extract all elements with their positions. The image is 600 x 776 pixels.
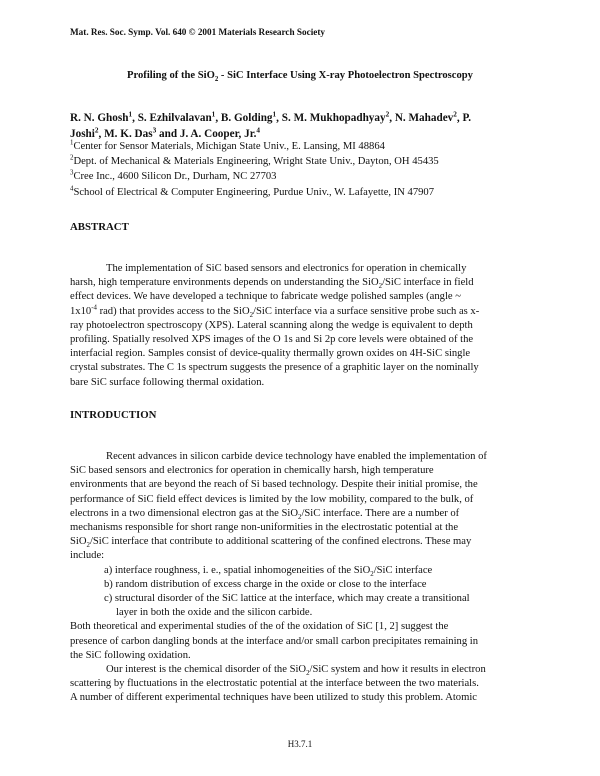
author-name: , S. M. Mukhopadhyay — [276, 112, 386, 124]
list-item-continuation: layer in both the oxide and the silicon carbide. — [116, 607, 313, 619]
abstract-heading: ABSTRACT — [70, 221, 129, 233]
author-affiliation-mark: 1 — [128, 110, 133, 119]
affiliation — [70, 169, 540, 184]
list-item: c) structural disorder of the SiC lattice at the interface, which may create a transitional — [104, 593, 470, 605]
title-prefix: Profiling of the SiO — [127, 70, 215, 81]
text-line — [70, 276, 538, 290]
text-line — [70, 507, 538, 521]
author-affiliation-mark: 2 — [453, 110, 457, 119]
abstract-body — [70, 262, 538, 390]
affiliation-mark: 2 — [70, 154, 74, 162]
title-subscript: 2 — [214, 76, 219, 84]
journal-citation: Mat. Res. Soc. Symp. Vol. 640 © 2001 Materials Research Society — [70, 27, 325, 37]
text-line: The implementation of SiC based sensors and electronics for operation in chemically — [106, 263, 467, 274]
text-line: Both theoretical and experimental studies of the of the oxidation of SiC [1, 2] suggest the — [70, 621, 449, 633]
affiliation — [70, 185, 540, 200]
text-line: profiling. Spatially resolved XPS images of the O 1s and Si 2p core levels were obtained of the — [70, 334, 474, 346]
introduction-body — [70, 450, 538, 706]
text-line: Recent advances in silicon carbide device technology have enabled the implementation of — [106, 451, 487, 462]
text-line — [70, 305, 538, 319]
text-line — [70, 535, 538, 549]
author-name: , P. — [456, 112, 472, 124]
text-line: ray photoelectron spectroscopy (XPS). Lateral scanning along the wedge is equivalent to depth — [70, 319, 473, 331]
text-line: bare SiC surface following thermal oxidation. — [70, 376, 265, 388]
author-name: , M. K. Das — [98, 128, 153, 140]
affiliation-text: School of Electrical & Computer Engineering, Purdue Univ., W. Lafayette, IN 47907 — [73, 186, 435, 198]
mechanism-list — [70, 564, 538, 621]
affiliation-text: Center for Sensor Materials, Michigan State Univ., E. Lansing, MI 48864 — [73, 141, 385, 152]
title-suffix: - SiC Interface Using X-ray Photoelectron Spectroscopy — [218, 70, 473, 81]
author-affiliation-mark: 2 — [385, 110, 390, 119]
text-line: crystal substrates. The C 1s spectrum suggests the presence of a graphitic layer on the nominally — [70, 362, 479, 374]
text-span: Our interest is the chemical disorder of the SiO — [106, 664, 307, 676]
text-span: harsh, high temperature environments depends on understanding the SiO — [70, 277, 379, 289]
subscript: 2 — [378, 283, 383, 291]
text-span: /SiC interface. There are a number of — [301, 507, 460, 519]
subscript: 2 — [249, 311, 254, 319]
affiliation-text: Dept. of Mechanical & Materials Engineering, Wright State Univ., Dayton, OH 45435 — [73, 156, 439, 168]
text-line: the SiC following oxidation. — [70, 649, 191, 661]
text-line — [70, 663, 538, 677]
author-name: Joshi — [70, 128, 95, 140]
text-span: /SiC interface that contribute to additional scattering of the confined electrons. These may — [89, 536, 472, 548]
page-number: H3.7.1 — [287, 739, 313, 749]
author-name: , S. Ezhilvalavan — [132, 112, 212, 124]
affiliation-mark: 4 — [70, 185, 74, 193]
text-line: environments that are beyond the reach of Si based technology. Despite their initial promise, the — [70, 479, 478, 491]
text-line: presence of carbon dangling bonds at the interface and/or small carbon precipitates remaining in — [70, 635, 478, 647]
subscript: 2 — [86, 542, 90, 550]
text-line: SiC based sensors and electronics for operation in chemically harsh, high temperature — [70, 465, 434, 477]
author-line-1 — [70, 110, 540, 126]
text-span: /SiC interface in field — [382, 277, 474, 289]
list-item: b) random distribution of excess charge in the oxide or close to the interface — [104, 578, 427, 590]
author-affiliation-mark: 1 — [211, 110, 216, 119]
author-name: R. N. Ghosh — [70, 112, 129, 124]
subscript: 2 — [306, 670, 310, 678]
affiliation-list — [70, 139, 540, 200]
affiliation — [70, 154, 540, 169]
text-span: /SiC interface — [373, 564, 433, 576]
author-list — [70, 110, 540, 142]
text-span: rad) that provides access to the SiO — [96, 305, 250, 317]
paper-title — [0, 70, 600, 84]
author-name: , N. Mahadev — [389, 112, 454, 124]
affiliation — [70, 139, 540, 154]
text-span: SiO — [70, 536, 87, 548]
author-name: and J. A. Cooper, Jr. — [156, 128, 257, 140]
subscript: 2 — [298, 513, 302, 521]
text-line: A number of different experimental techniques have been utilized to study this problem. Atomic — [70, 692, 477, 704]
author-affiliation-mark: 4 — [256, 126, 261, 135]
affiliation-mark: 3 — [70, 169, 74, 177]
text-line: include: — [70, 550, 105, 562]
text-span: /SiC interface via a surface sensitive probe such as x- — [253, 305, 480, 317]
text-span: 1x10 — [70, 305, 92, 317]
introduction-heading: INTRODUCTION — [70, 409, 157, 421]
affiliation-mark: 1 — [70, 139, 74, 147]
author-affiliation-mark: 1 — [272, 110, 277, 119]
text-line: effect devices. We have developed a technique to fabricate wedge polished samples (angle ~ — [70, 291, 461, 303]
author-affiliation-mark: 3 — [152, 126, 157, 135]
text-span: electrons in a two dimensional electron gas at the SiO — [70, 507, 298, 519]
text-line: scattering by fluctuations in the electrostatic potential at the interface between the two materials. — [70, 678, 479, 690]
text-line: interfacial region. Samples consist of device-quality thermally grown oxides on 4H-SiC single — [70, 348, 471, 360]
text-span: /SiC system and how it results in electron — [309, 664, 486, 676]
author-affiliation-mark: 2 — [94, 126, 99, 135]
superscript: -4 — [91, 304, 97, 312]
text-span: a) interface roughness, i. e., spatial inhomogeneities of the SiO — [104, 564, 371, 576]
affiliation-text: Cree Inc., 4600 Silicon Dr., Durham, NC 27703 — [73, 171, 277, 183]
list-item — [104, 564, 538, 578]
subscript: 2 — [370, 570, 374, 578]
text-line: performance of SiC field effect devices is limited by the low mobility, compared to the bulk, of — [70, 493, 474, 505]
text-line: mechanisms responsible for short range non-uniformities in the electrostatic potential at the — [70, 522, 459, 534]
author-name: , B. Golding — [215, 112, 273, 124]
